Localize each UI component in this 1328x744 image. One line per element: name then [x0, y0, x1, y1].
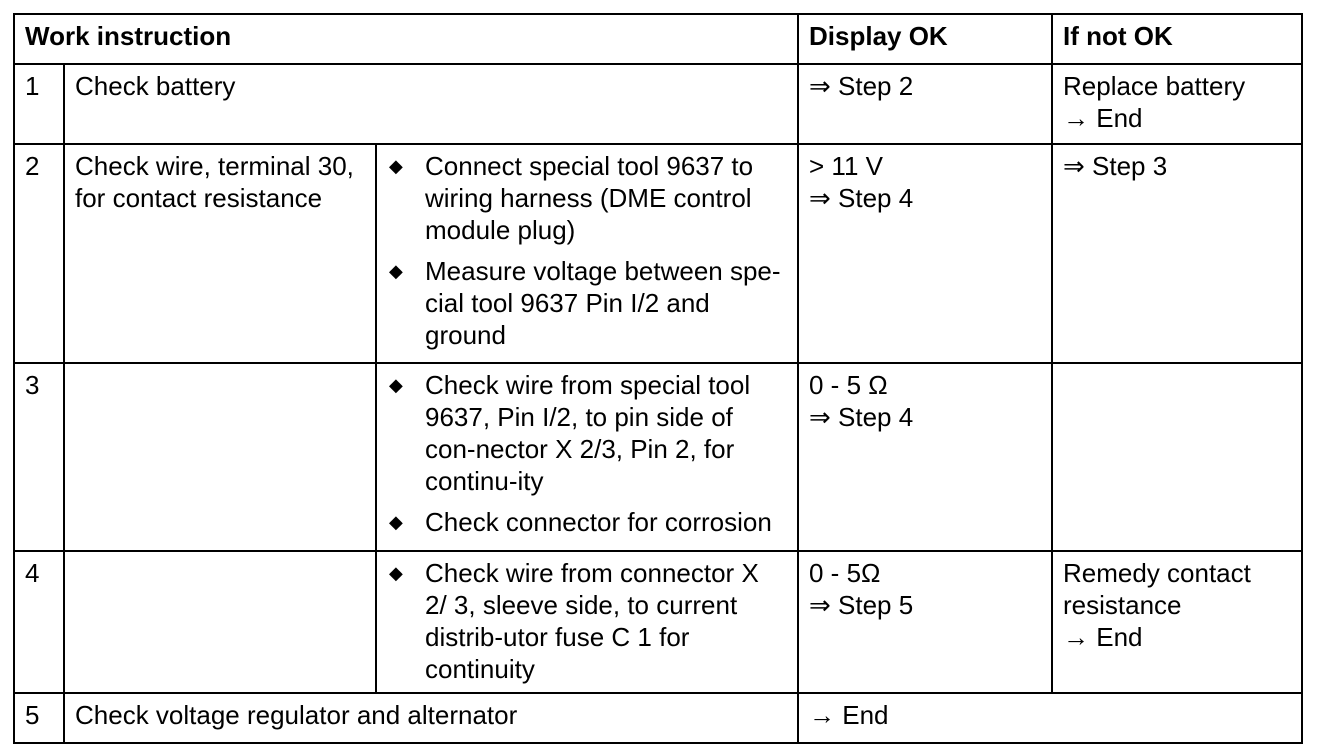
- steps-cell: [376, 144, 798, 363]
- display-ok-line: ⇒ Step 4: [809, 183, 914, 213]
- steps-cell: [376, 551, 798, 693]
- if-not-ok-line: Remedy contact: [1063, 558, 1251, 588]
- if-not-ok-line: resistance: [1063, 590, 1182, 620]
- if-not-ok-cell: [1052, 551, 1302, 693]
- display-ok-cell: [798, 144, 1052, 363]
- if-not-ok-cell: [1052, 64, 1302, 144]
- table-row: [14, 64, 1302, 144]
- step-number: 4: [14, 551, 64, 693]
- diamond-bullet-icon: ◆: [389, 156, 403, 176]
- table-header-row: [14, 14, 1302, 64]
- table-row: [14, 144, 1302, 363]
- display-ok-line: 0 - 5Ω: [809, 558, 881, 588]
- step-text: Check connector for corrosion: [425, 507, 772, 537]
- display-ok-cell: [798, 551, 1052, 693]
- step-number: 3: [14, 363, 64, 551]
- display-ok-cell: [798, 64, 1052, 144]
- list-item: [387, 369, 787, 497]
- instruction-line: for contact resistance: [75, 183, 323, 213]
- display-ok-line: > 11 V: [809, 151, 883, 181]
- instruction-line: Check wire, terminal 30,: [75, 151, 354, 181]
- steps-list: [387, 557, 787, 685]
- diamond-bullet-icon: ◆: [389, 375, 403, 395]
- header-if-not-ok: If not OK: [1052, 14, 1302, 64]
- instruction-text: [64, 551, 376, 693]
- list-item: [387, 506, 787, 538]
- list-item: [387, 150, 787, 246]
- work-instruction-table: [13, 13, 1303, 744]
- if-not-ok-line: → End: [1063, 622, 1143, 652]
- table-row: [14, 363, 1302, 551]
- diamond-bullet-icon: ◆: [389, 563, 403, 583]
- display-ok-line: ⇒ Step 2: [809, 71, 914, 101]
- step-number: 1: [14, 64, 64, 144]
- if-not-ok-cell: [1052, 144, 1302, 363]
- if-not-ok-line: → End: [1063, 103, 1143, 133]
- step-text: Check wire from connector X 2/ 3, sleeve side, to current distrib-utor fuse C 1 for continuity: [425, 558, 759, 684]
- instruction-text: [64, 363, 376, 551]
- if-not-ok-cell: [1052, 363, 1302, 551]
- step-number: 5: [14, 693, 64, 743]
- if-not-ok-line: Replace battery: [1063, 71, 1246, 101]
- instruction-text: Check voltage regulator and alternator: [64, 693, 798, 743]
- table-row: [14, 693, 1302, 743]
- diamond-bullet-icon: ◆: [389, 261, 403, 281]
- steps-list: [387, 150, 787, 351]
- display-ok-line: 0 - 5 Ω: [809, 370, 888, 400]
- display-ok-line: → End: [809, 700, 889, 730]
- steps-list: [387, 369, 787, 538]
- display-ok-line: ⇒ Step 4: [809, 402, 914, 432]
- step-number: 2: [14, 144, 64, 363]
- step-text: Measure voltage between spe-cial tool 9637 Pin I/2 and ground: [425, 256, 781, 350]
- step-text: Connect special tool 9637 to wiring harness (DME control module plug): [425, 151, 754, 245]
- header-display-ok: Display OK: [798, 14, 1052, 64]
- diamond-bullet-icon: ◆: [389, 512, 403, 532]
- display-ok-line: ⇒ Step 5: [809, 590, 914, 620]
- header-work-instruction: Work instruction: [14, 14, 798, 64]
- instruction-text: Check battery: [64, 64, 798, 144]
- list-item: [387, 255, 787, 351]
- if-not-ok-line: ⇒ Step 3: [1063, 151, 1168, 181]
- steps-cell: [376, 363, 798, 551]
- display-ok-cell: [798, 363, 1052, 551]
- display-ok-cell: [798, 693, 1302, 743]
- table-row: [14, 551, 1302, 693]
- list-item: [387, 557, 787, 685]
- step-text: Check wire from special tool 9637, Pin I/2, to pin side of con-nector X 2/3, Pin 2, for continu-ity: [425, 370, 751, 496]
- instruction-text: [64, 144, 376, 363]
